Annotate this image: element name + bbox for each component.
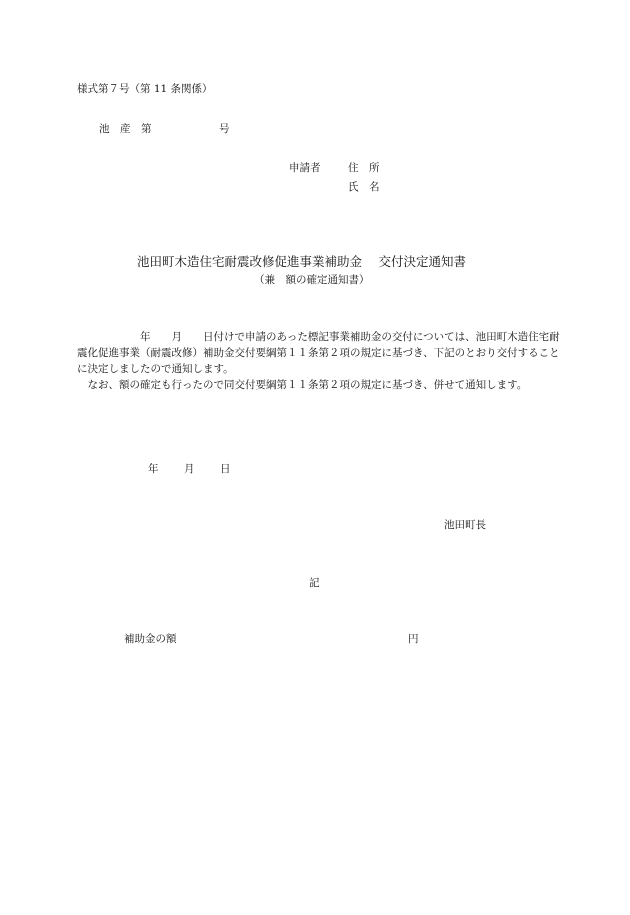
form-label: 様式第７号（第 11 条関係） — [77, 83, 213, 95]
date-day: 日 — [220, 463, 231, 475]
notice-paragraph-2: なお、額の確定も行ったので同交付要綱第１１条第２項の規定に基づき、併せて通知します。 — [77, 379, 528, 391]
amount-unit: 円 — [408, 633, 419, 645]
document-subtitle: （兼 額の確定通知書） — [254, 274, 370, 286]
document-title: 池田町木造住宅耐震改修促進事業補助金 交付決定通知書 — [137, 254, 466, 269]
ki-heading: 記 — [309, 577, 320, 589]
applicant-label: 申請者 — [289, 162, 321, 174]
notice-body — [77, 329, 565, 393]
issuer-name: 池田町長 — [444, 519, 486, 531]
doc-number-suffix: 号 — [219, 123, 230, 135]
applicant-name-label: 氏 名 — [348, 181, 380, 193]
amount-label: 補助金の額 — [124, 633, 177, 645]
date-month: 月 — [184, 463, 195, 475]
doc-number-prefix: 池 産 第 — [99, 123, 152, 135]
applicant-address-label: 住 所 — [348, 162, 380, 174]
notice-paragraph-1: 年 月 日付けで申請のあった標記事業補助金の交付については、池田町木造住宅耐震化促進事業（耐震改修）補助金交付要綱第１１条第２項の規定に基づき、下記のとおり交付することに決定しましたので通知します。 — [77, 331, 560, 375]
date-year: 年 — [148, 463, 159, 475]
